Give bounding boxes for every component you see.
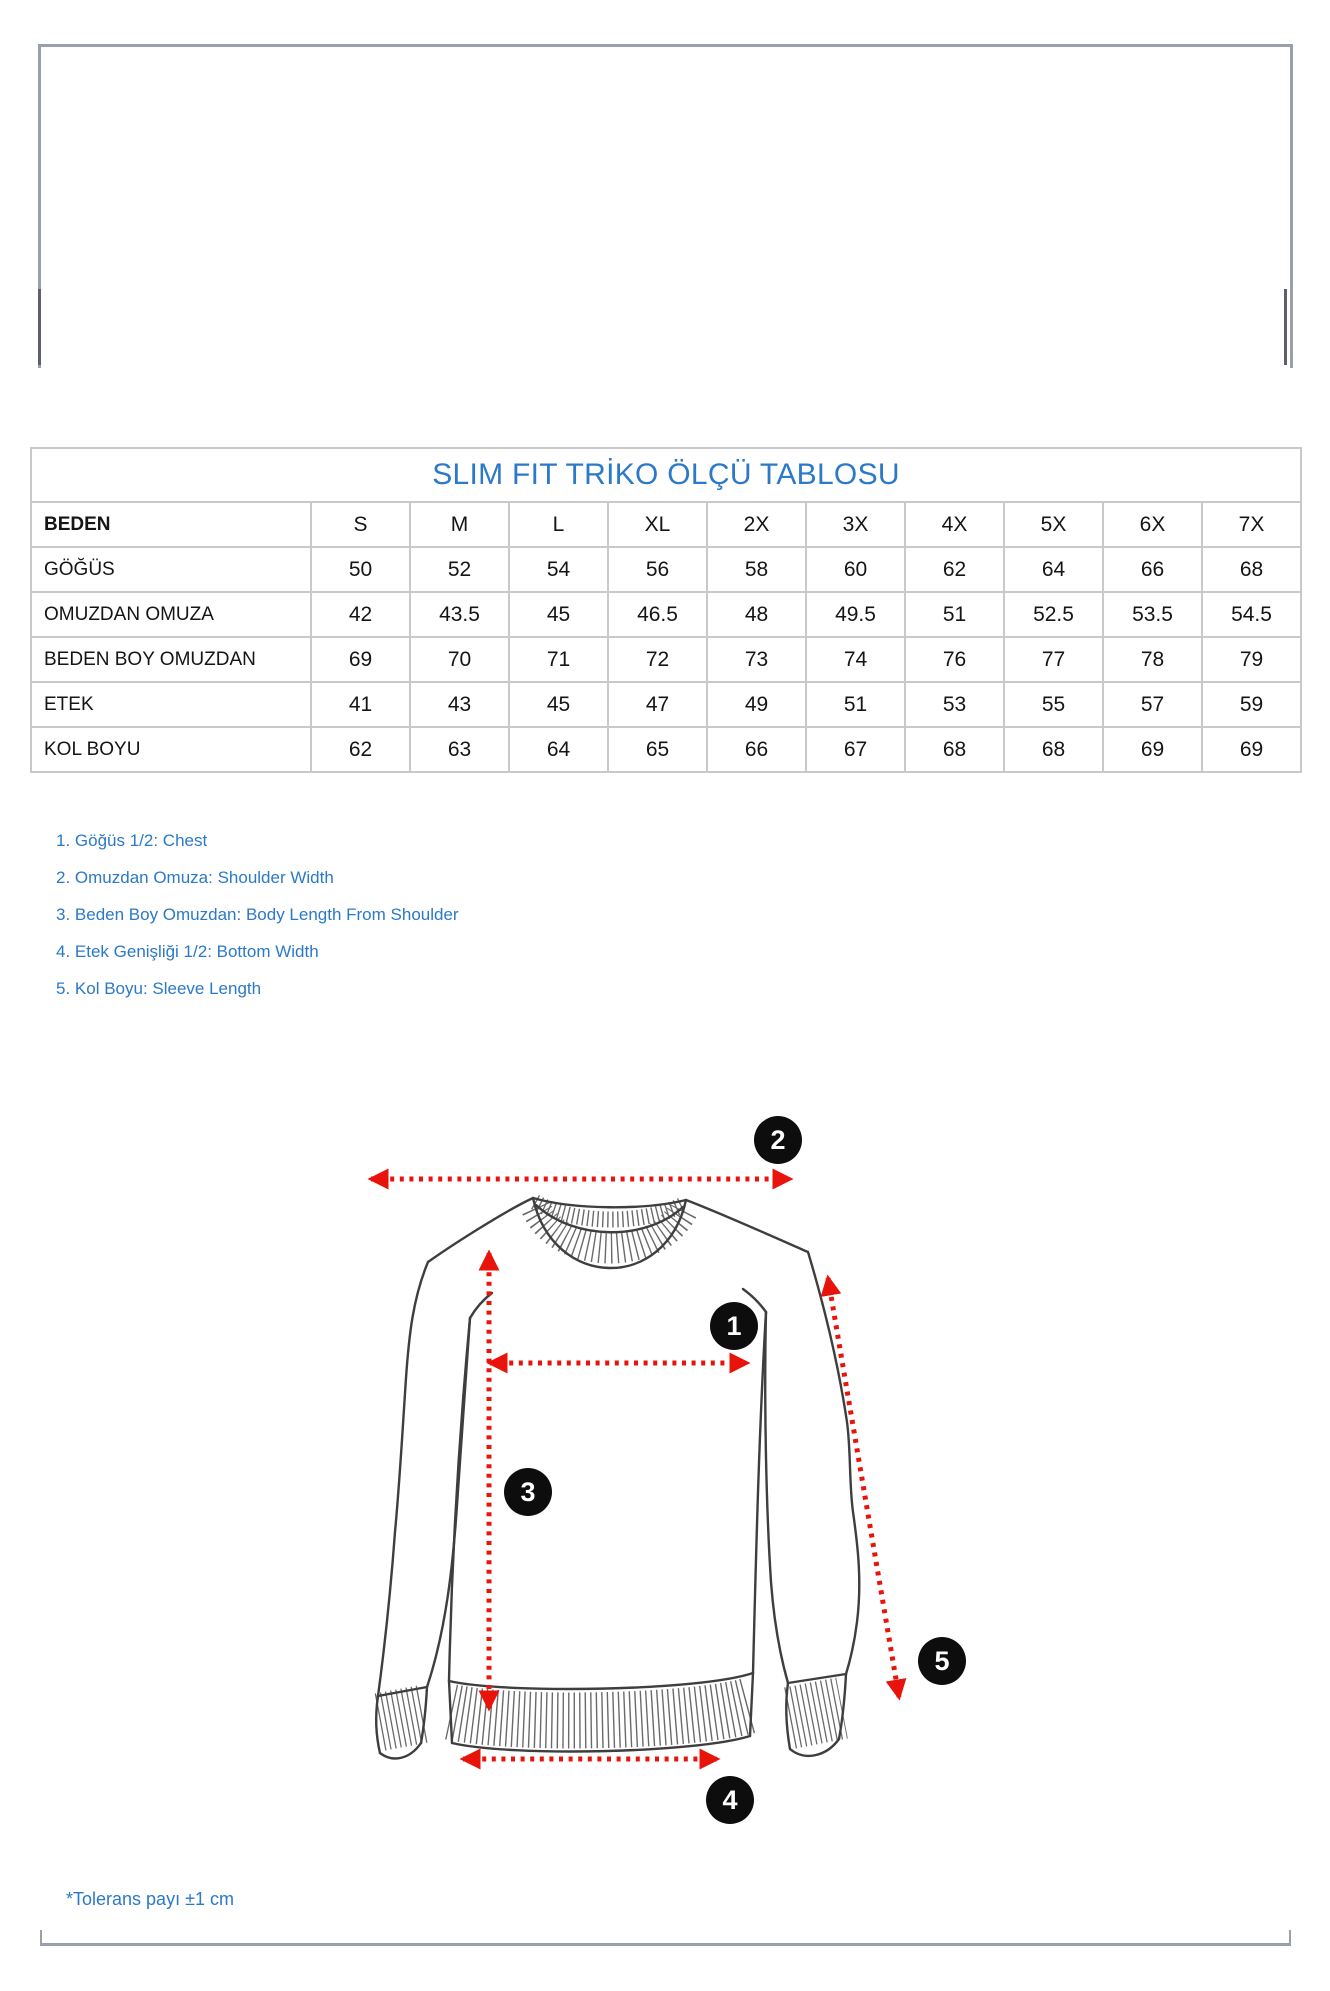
table-cell: 52.5 [1004, 592, 1103, 637]
table-cell: 53 [905, 682, 1004, 727]
table-cell: 62 [311, 727, 410, 772]
table-cell: 43 [410, 682, 509, 727]
table-cell: 47 [608, 682, 707, 727]
table-cell: 54.5 [1202, 592, 1301, 637]
badge-5 [918, 1637, 966, 1685]
table-cell: 48 [707, 592, 806, 637]
row-label-beden: BEDEN [31, 502, 311, 547]
size-column-header: XL [608, 502, 707, 547]
table-cell: 74 [806, 637, 905, 682]
size-column-header: 3X [806, 502, 905, 547]
table-cell: 64 [1004, 547, 1103, 592]
table-cell: 66 [1103, 547, 1202, 592]
legend-item-4: 4. Etek Genişliği 1/2: Bottom Width [56, 942, 319, 961]
table-cell: 72 [608, 637, 707, 682]
table-cell: 51 [905, 592, 1004, 637]
table-cell: 66 [707, 727, 806, 772]
table-cell: 45 [509, 592, 608, 637]
legend-list [56, 822, 459, 1007]
table-cell: 42 [311, 592, 410, 637]
badge-2 [754, 1116, 802, 1164]
bottom-divider-end-right [1289, 1930, 1291, 1943]
size-column-header: 2X [707, 502, 806, 547]
table-cell: 46.5 [608, 592, 707, 637]
row-label: ETEK [31, 682, 311, 727]
badge-3 [504, 1468, 552, 1516]
row-label: BEDEN BOY OMUZDAN [31, 637, 311, 682]
legend-item-3: 3. Beden Boy Omuzdan: Body Length From Shoulder [56, 905, 459, 924]
table-cell: 69 [1103, 727, 1202, 772]
legend-item-2: 2. Omuzdan Omuza: Shoulder Width [56, 868, 334, 887]
table-cell: 68 [1202, 547, 1301, 592]
table-cell: 55 [1004, 682, 1103, 727]
table-cell: 59 [1202, 682, 1301, 727]
table-cell: 73 [707, 637, 806, 682]
table-cell: 79 [1202, 637, 1301, 682]
table-cell: 58 [707, 547, 806, 592]
sweater-measurement-diagram [300, 1060, 1000, 1890]
table-cell: 50 [311, 547, 410, 592]
measure-row [31, 727, 1301, 772]
table-cell: 51 [806, 682, 905, 727]
table-cell: 69 [1202, 727, 1301, 772]
badge-2-number: 2 [770, 1125, 786, 1155]
sweater-outline [376, 1198, 859, 1758]
badge-5-number: 5 [934, 1646, 950, 1676]
table-cell: 49.5 [806, 592, 905, 637]
legend-item-1: 1. Göğüs 1/2: Chest [56, 831, 208, 850]
table-cell: 68 [905, 727, 1004, 772]
arrow-sleeve-length [828, 1278, 899, 1697]
table-title-row [31, 448, 1301, 502]
badge-1-number: 1 [726, 1311, 742, 1341]
table-cell: 68 [1004, 727, 1103, 772]
row-label: OMUZDAN OMUZA [31, 592, 311, 637]
table-cell: 71 [509, 637, 608, 682]
size-column-header: 5X [1004, 502, 1103, 547]
size-column-header: L [509, 502, 608, 547]
table-cell: 62 [905, 547, 1004, 592]
measure-row [31, 592, 1301, 637]
table-cell: 43.5 [410, 592, 509, 637]
size-column-header: 7X [1202, 502, 1301, 547]
legend-item-5: 5. Kol Boyu: Sleeve Length [56, 979, 262, 998]
table-cell: 57 [1103, 682, 1202, 727]
table-cell: 78 [1103, 637, 1202, 682]
frame-edge-right [1284, 289, 1287, 365]
table-cell: 77 [1004, 637, 1103, 682]
table-cell: 67 [806, 727, 905, 772]
size-table-rows [31, 448, 1301, 772]
badge-3-number: 3 [520, 1477, 536, 1507]
table-title: SLIM FIT TRİKO ÖLÇÜ TABLOSU [31, 448, 1301, 502]
table-cell: 45 [509, 682, 608, 727]
table-cell: 52 [410, 547, 509, 592]
table-cell: 54 [509, 547, 608, 592]
size-column-header: S [311, 502, 410, 547]
size-column-header: 4X [905, 502, 1004, 547]
size-column-header: M [410, 502, 509, 547]
measure-row [31, 682, 1301, 727]
badge-4 [706, 1776, 754, 1824]
row-label: GÖĞÜS [31, 547, 311, 592]
size-header-row [31, 502, 1301, 547]
size-column-header: 6X [1103, 502, 1202, 547]
table-cell: 60 [806, 547, 905, 592]
table-cell: 63 [410, 727, 509, 772]
table-cell: 69 [311, 637, 410, 682]
table-cell: 53.5 [1103, 592, 1202, 637]
table-cell: 70 [410, 637, 509, 682]
table-cell: 49 [707, 682, 806, 727]
frame-edge-left [38, 289, 41, 365]
badge-4-number: 4 [722, 1785, 738, 1815]
table-cell: 41 [311, 682, 410, 727]
bottom-divider [40, 1943, 1291, 1946]
measure-row [31, 547, 1301, 592]
measure-row [31, 637, 1301, 682]
table-cell: 65 [608, 727, 707, 772]
size-table [30, 447, 1302, 773]
table-cell: 76 [905, 637, 1004, 682]
bottom-divider-end-left [40, 1930, 42, 1943]
badge-1 [710, 1302, 758, 1350]
product-image-frame [38, 44, 1293, 368]
row-label: KOL BOYU [31, 727, 311, 772]
table-cell: 64 [509, 727, 608, 772]
table-cell: 56 [608, 547, 707, 592]
tolerance-note: *Tolerans payı ±1 cm [66, 1889, 234, 1909]
